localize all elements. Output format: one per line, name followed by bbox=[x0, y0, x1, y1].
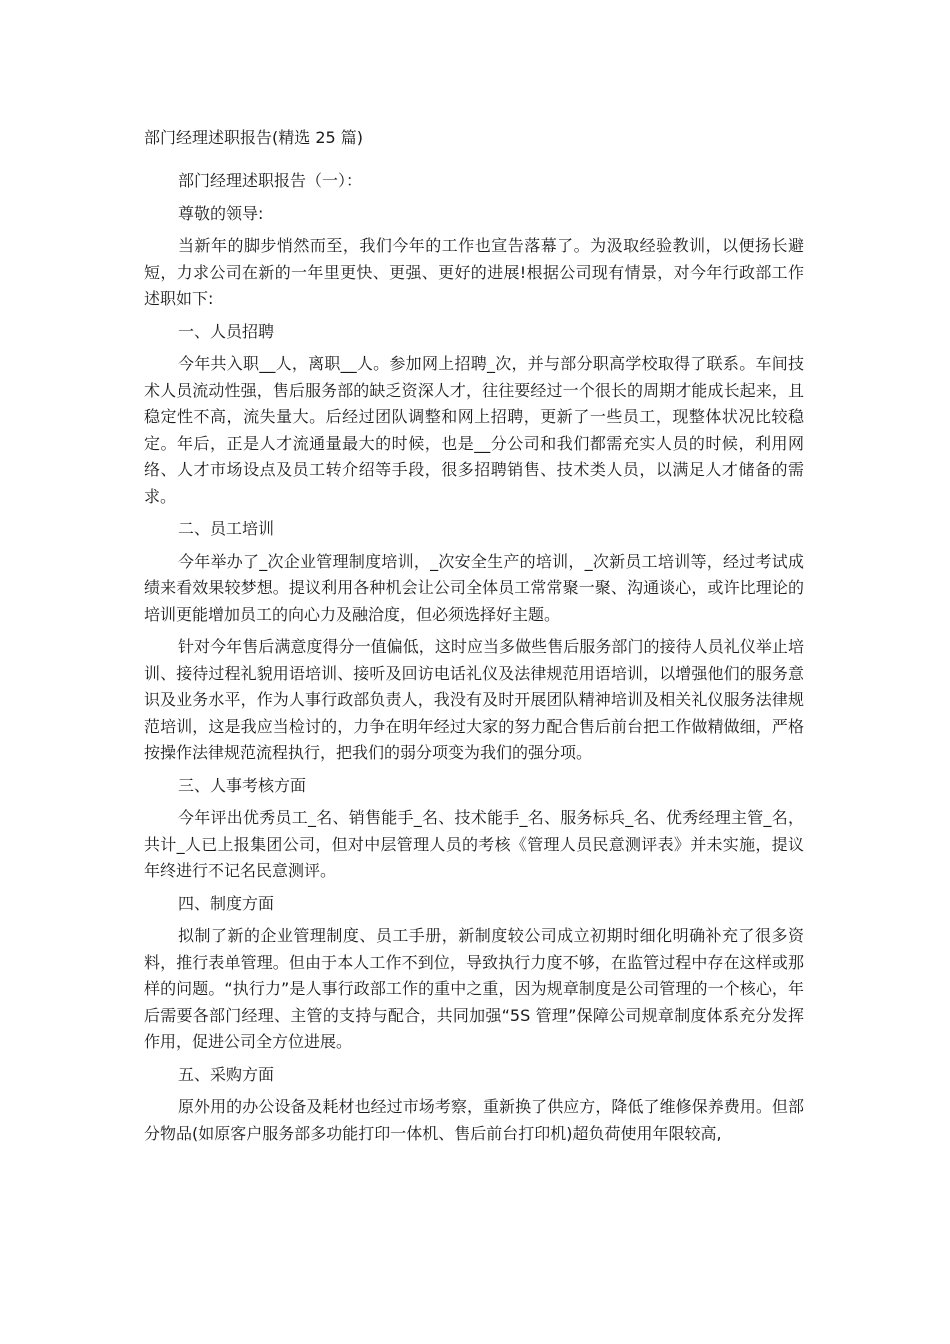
paragraph: 今年共入职__人，离职__人。参加网上招聘_次，并与部分职高学校取得了联系。车间技术人员流动性强，售后服务部的缺乏资深人才，往往要经过一个很长的周期才能成长起来，且稳定性不高，流失量大。后经过团队调整和网上招聘，更新了一些员工，现整体状况比较稳定。年后，正是人才流通量最大的时候，也是__分公司和我们都需充实人员的时候，利用网络、人才市场设点及员工转介绍等手段，很多招聘销售、技术类人员，以满足人才储备的需求。 bbox=[144, 354, 804, 506]
report-subtitle: 部门经理述职报告（一）： bbox=[178, 171, 363, 190]
section-heading-policy: 四、制度方面 bbox=[178, 893, 275, 913]
paragraph: 拟制了新的企业管理制度、员工手册，新制度较公司成立初期时细化明确补充了很多资料，推行表单管理。但由于本人工作不到位，导致执行力度不够，在监管过程中存在这样或那样的问题。“执行力”是人事行政部工作的重中之重，因为规章制度是公司管理的一个核心，年后需要各部门经理、主管的支持与配合，共同加强“5S 管理”保障公司规章制度体系充分发挥作用，促进公司全方位进展。 bbox=[144, 926, 804, 1051]
document-title: 部门经理述职报告(精选 25 篇) bbox=[144, 128, 364, 147]
salutation: 尊敬的领导: bbox=[178, 203, 264, 223]
intro-paragraph: 当新年的脚步悄然而至，我们今年的工作也宣告落幕了。为汲取经验教训，以便扬长避短，力求公司在新的一年里更快、更强、更好的进展!根据公司现有情景，对今年行政部工作述职如下: bbox=[144, 236, 804, 308]
paragraph: 原外用的办公设备及耗材也经过市场考察，重新换了供应方，降低了维修保养费用。但部分物品(如原客户服务部多功能打印一体机、售后前台打印机)超负荷使用年限较高, bbox=[144, 1097, 804, 1143]
section-heading-recruitment: 一、人员招聘 bbox=[178, 321, 275, 341]
document-body bbox=[144, 168, 804, 1153]
paragraph: 今年举办了_次企业管理制度培训，_次安全生产的培训，_次新员工培训等，经过考试成绩来看效果较梦想。提议利用各种机会让公司全体员工常常聚一聚、沟通谈心，或许比理论的培训更能增加员工的向心力及融洽度，但必须选择好主题。 bbox=[144, 551, 804, 624]
section-heading-assessment: 三、人事考核方面 bbox=[178, 775, 307, 795]
section-heading-procurement: 五、采购方面 bbox=[178, 1064, 275, 1084]
section-heading-training: 二、员工培训 bbox=[178, 519, 275, 538]
paragraph: 针对今年售后满意度得分一值偏低，这时应当多做些售后服务部门的接待人员礼仪举止培训、接待过程礼貌用语培训、接听及回访电话礼仪及法律规范用语培训，以增强他们的服务意识及业务水平，作为人事行政部负责人，我没有及时开展团队精神培训及相关礼仪服务法律规范培训，这是我应当检讨的，力争在明年经过大家的努力配合售后前台把工作做精做细，严格按操作法律规范流程执行，把我们的弱分项变为我们的强分项。 bbox=[144, 637, 804, 762]
paragraph: 今年评出优秀员工_名、销售能手_名、技术能手_名、服务标兵_名、优秀经理主管_名，共计_人已上报集团公司，但对中层管理人员的考核《管理人员民意测评表》并未实施，提议年终进行不记名民意测评。 bbox=[144, 808, 804, 880]
